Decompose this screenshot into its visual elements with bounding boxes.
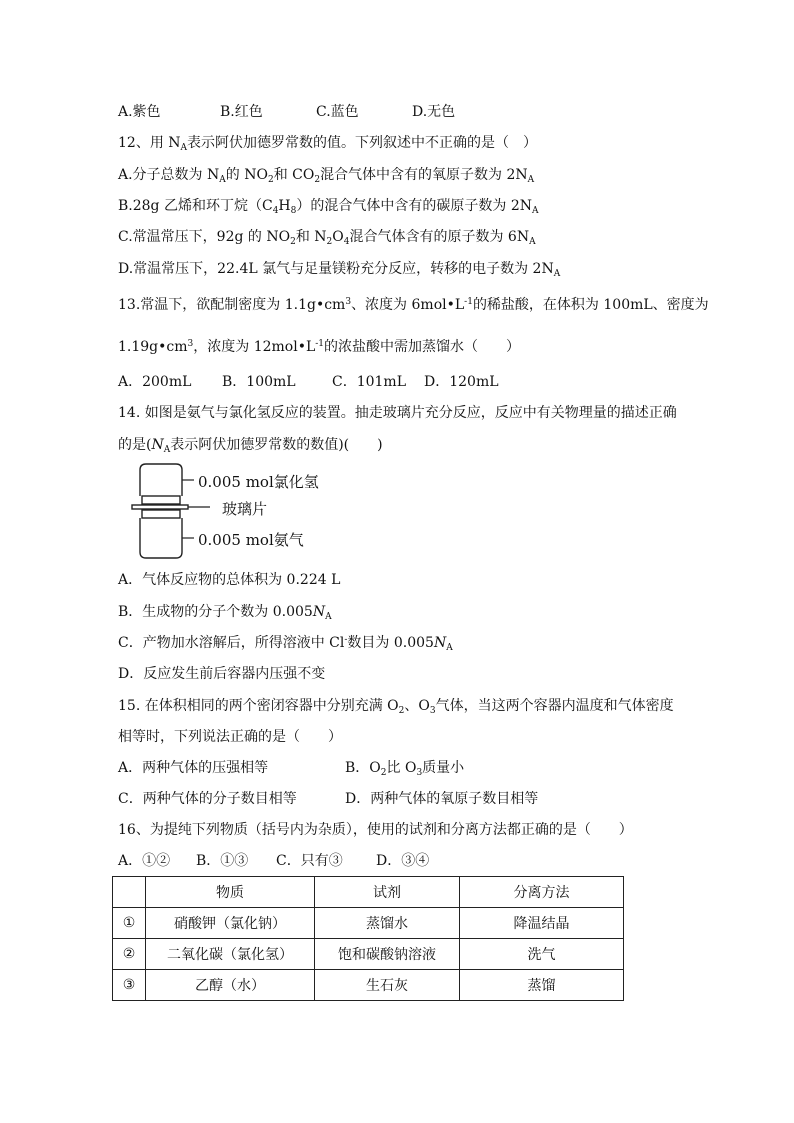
q15-option-a: A．两种气体的压强相等 [118,760,269,776]
table-cell: ② [113,939,146,970]
q12-option-b: B.28g 乙烯和环丁烷$(C_4H_8)$的混合气体中含有的碳原子数为 $2N_A$ [118,198,539,216]
table-header-cell: 试剂 [315,877,460,908]
q12-option-a: A.分子总数为 $N_A$的 $NO_2$和 $CO_2$混合气体中含有的氧原子数为 $2N_A$ [118,167,535,185]
table-cell: ③ [113,970,146,1001]
figure-label-hcl: 0.005 mol氯化氢 [198,473,319,491]
q15-option-b: B．$O_2$比 $O_3$质量小 [345,760,465,778]
q16-option-a: A．①② [118,853,171,869]
q16-table [112,876,624,1001]
table-cell: 饱和碳酸钠溶液 [315,939,460,970]
q16-options [118,851,429,871]
q14-option-b: B．生成物的分子个数为 $0.005N_A$ [118,604,332,622]
table-header-cell: 分离方法 [460,877,624,908]
table-cell: 洗气 [460,939,624,970]
q11-option-b: B.红色 [220,104,263,120]
table-cell: 蒸馏 [460,970,624,1001]
table-row [113,939,624,970]
q11-option-d: D.无色 [412,104,456,120]
q15-stem-line1: 15. 在体积相同的两个密闭容器中分别充满 $O_2$、$O_3$气体，当这两个容器内温度和气体密度 [118,698,674,716]
table-cell: 乙醇（水） [146,970,315,1001]
table-header-row [113,877,624,908]
table-row [113,970,624,1001]
q13-option-d: D．120mL [424,374,499,390]
q13-stem-line2: $1.19g•cm^3$，浓度为 $12mol•L^{-1}$的浓盐酸中需加蒸馏水（ ） [118,339,521,355]
table-cell: 降温结晶 [460,908,624,939]
q13-option-b: B．100mL [222,374,296,390]
table-cell: 生石灰 [315,970,460,1001]
q15-option-d: D．两种气体的氧原子数目相等 [345,791,539,807]
table-cell: 蒸馏水 [315,908,460,939]
q14-option-a: A．气体反应物的总体积为 0.224 L [118,572,341,588]
q13-option-c: C．101mL [332,374,407,390]
q13-stem-line1: 13.常温下，欲配制密度为 $1.1g•cm^3$、浓度为 $6mol•L^{-1}$的稀盐酸，在体积为 100mL、密度为 [118,297,709,313]
q14-option-d: D．反应发生前后容器内压强不变 [118,666,326,682]
q12-option-d: D.常温常压下，22.4L 氯气与足量镁粉充分反应，转移的电子数为 $2N_A$ [118,261,561,279]
table-header-cell: 物质 [146,877,315,908]
q14-stem-line2: 的是($N_A$表示阿伏加德罗常数的数值)( ) [118,437,383,455]
figure-label-glass-plate: 玻璃片 [222,500,268,518]
table-row [113,908,624,939]
q12-option-c: C.常温常压下，92g 的 $NO_2$和 $N_2O_4$混合气体含有的原子数为 $6N_A$ [118,229,536,247]
apparatus-figure [118,458,358,564]
q14-stem-line1: 14. 如图是氨气与氯化氢反应的装置。抽走玻璃片充分反应，反应中有关物理量的描述正确 [118,405,677,421]
q14-option-c: C．产物加水溶解后，所得溶液中 Cl-数目为 $0.005N_A$ [118,635,453,653]
q15-stem-line2: 相等时，下列说法正确的是（ ） [118,729,342,745]
q16-option-b: B．①③ [196,853,249,869]
q16-stem: 16、为提纯下列物质（括号内为杂质），使用的试剂和分离方法都正确的是（ ） [118,822,633,838]
q15-option-c: C．两种气体的分子数目相等 [118,791,297,807]
q13-option-a: A．200mL [118,374,192,390]
q11-option-a: A.紫色 [118,104,161,120]
figure-label-nh3: 0.005 mol氨气 [198,531,304,549]
q13-options [118,372,499,392]
q12-stem: 12、用 $N_A$表示阿伏加德罗常数的值。下列叙述中不正确的是（ ） [118,135,538,153]
table-cell: 硝酸钾（氯化钠） [146,908,315,939]
table-cell: 二氧化碳（氯化氢） [146,939,315,970]
q16-option-d: D．③④ [376,853,430,869]
q11-options [118,102,455,122]
table-header-cell [113,877,146,908]
q11-option-c: C.蓝色 [316,104,359,120]
q16-option-c: C．只有③ [276,853,343,869]
table-cell: ① [113,908,146,939]
